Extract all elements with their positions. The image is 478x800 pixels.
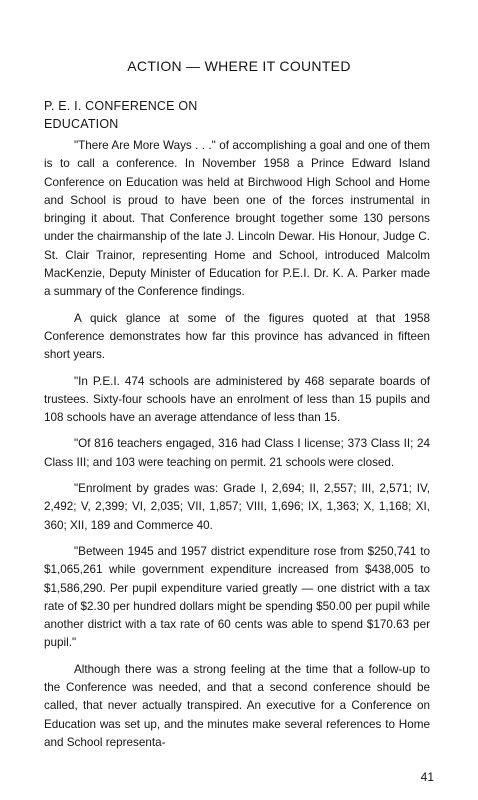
paragraph-enrolment-quote: "Enrolment by grades was: Grade I, 2,694; II, 2,557; III, 2,571; IV, 2,492; V, 2,399; VI, 2,035; VII, 1,857; VIII, 1,696; IX, 1,363; X, 1,168; XI, 360; XII, 189 and Commerce 40. bbox=[44, 482, 430, 532]
page-title: ACTION — WHERE IT COUNTED bbox=[127, 58, 351, 74]
paragraph-intro: "There Are More Ways . . ." of accomplishing a goal and one of them is to call a conference. In November 1958 a Prince Edward Island Conference on Education was held at Birchwood High School and Home and School is proud to have been one of the forces instrumental in bringing it about. That Conference brought together some 130 persons under the chairmanship of the late J. Lincoln Dewar. His Honour, Judge C. St. Clair Trainor, representing Home and School, introduced Malcolm MacKenzie, Deputy Minister of Education for P.E.I. Dr. K. A. Parker made a summary of the Conference findings. bbox=[44, 139, 430, 299]
paragraph-figures-intro: A quick glance at some of the figures quoted at that 1958 Conference demonstrates how far this province has advanced in fifteen short years. bbox=[44, 311, 430, 362]
paragraph-teachers-quote: "Of 816 teachers engaged, 316 had Class I license; 373 Class II; 24 Class III; and 103 were teaching on permit. 21 schools were closed. bbox=[44, 437, 430, 469]
page-number: 41 bbox=[420, 770, 434, 784]
body-text bbox=[44, 137, 430, 760]
paragraph-follow-up: Although there was a strong feeling at the time that a follow-up to the Conference was needed, and that a second conference should be called, that never actually transpired. An executive for a Conference on Education was set up, and the minutes make several references to Home and School representa- bbox=[44, 662, 430, 749]
paragraph-expenditure-quote: "Between 1945 and 1957 district expenditure rose from $250,741 to $1,065,261 while government expenditure increased from $438,005 to $1,586,290. Per pupil expenditure varied greatly — one district with a tax rate of $2.30 per hundred dollars might be spending $50.00 per pupil while another district with a tax rate of 60 cents was able to spend $170.63 per pupil." bbox=[44, 544, 430, 650]
paragraph-schools-quote: "In P.E.I. 474 schools are administered by 468 separate boards of trustees. Sixty-four schools have an enrolment of less than 15 pupils and 108 schools have an average attendance of less than 15. bbox=[44, 374, 430, 425]
section-heading-line-1: P. E. I. CONFERENCE ON bbox=[44, 99, 198, 113]
section-heading-line-2: EDUCATION bbox=[44, 117, 119, 131]
section-heading bbox=[44, 97, 424, 133]
